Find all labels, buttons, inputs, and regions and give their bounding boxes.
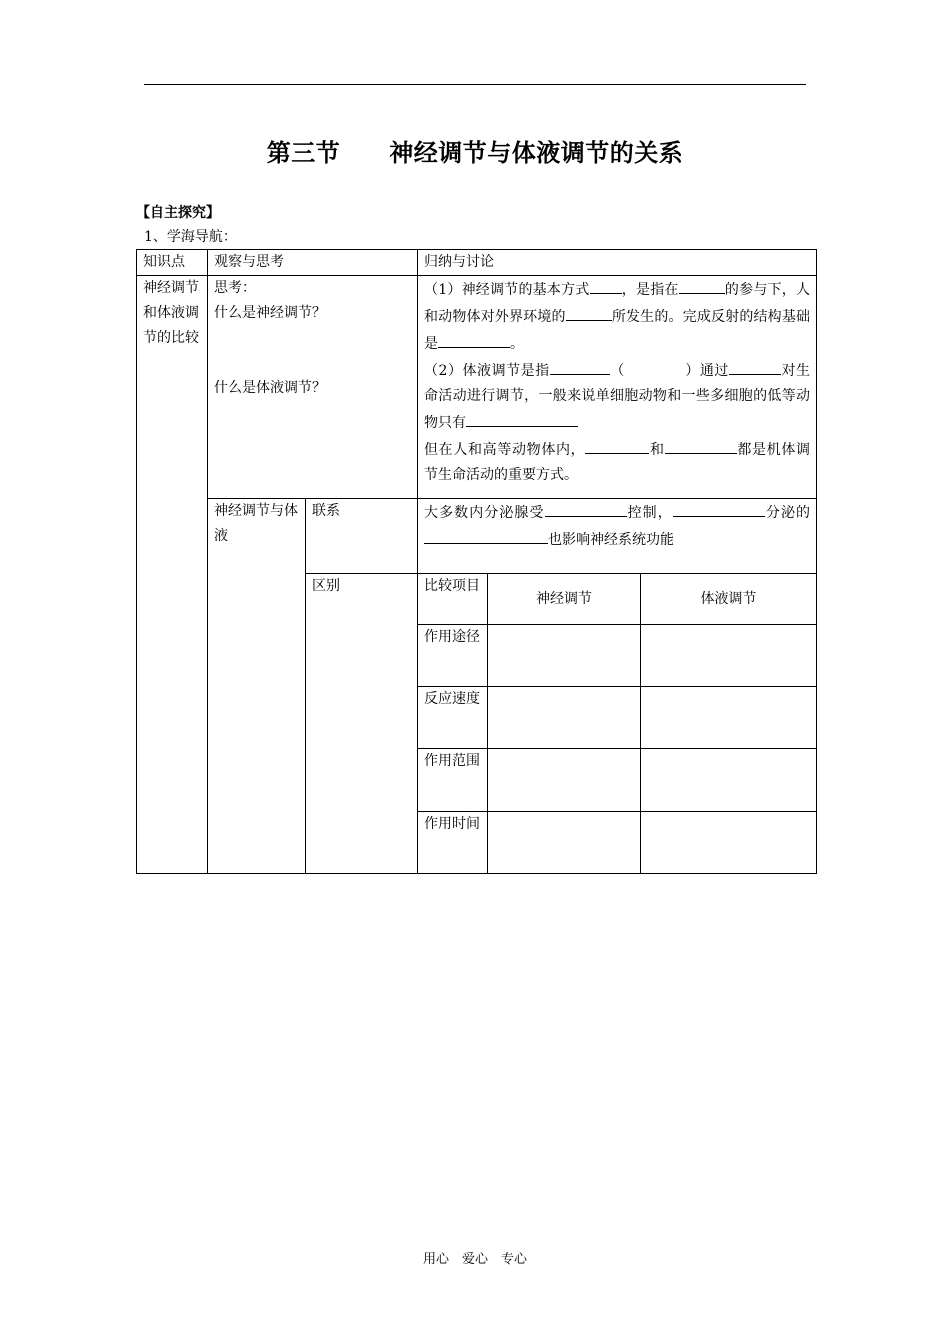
answer-cell[interactable] — [488, 812, 641, 874]
text: 大多数内分泌腺受 — [424, 505, 545, 521]
study-table — [136, 249, 817, 874]
relation-topic-cell — [208, 499, 306, 874]
answer-cell[interactable] — [488, 687, 641, 749]
conclude-paragraph-3 — [424, 436, 810, 488]
answer-blank[interactable] — [665, 436, 737, 454]
header-knowledge: 知识点 — [137, 250, 208, 276]
answer-blank[interactable] — [585, 436, 649, 454]
section-heading: 【自主探究】 — [136, 205, 220, 221]
topic-cell — [137, 276, 208, 874]
answer-blank[interactable] — [566, 303, 612, 321]
answer-blank[interactable] — [729, 357, 781, 375]
answer-blank[interactable] — [438, 330, 510, 348]
text: 和 — [649, 442, 665, 458]
text: 也影响神经系统功能 — [548, 532, 674, 548]
header-observe: 观察与思考 — [208, 250, 418, 276]
text: （ — [609, 363, 625, 379]
text: 但在人和高等动物体内， — [424, 442, 586, 458]
answer-blank[interactable] — [590, 276, 622, 294]
answer-blank[interactable] — [679, 276, 725, 294]
answer-blank[interactable] — [550, 357, 610, 375]
sub-heading: 1、学海导航： — [144, 229, 237, 245]
text: ，是指在 — [621, 282, 679, 298]
conclude-paragraph-1 — [424, 276, 810, 357]
link-label: 联系 — [306, 499, 418, 574]
conclude-cell — [418, 276, 817, 499]
text: 都是机体调节生命活动的重要方式。 — [424, 442, 811, 483]
answer-cell[interactable] — [641, 749, 817, 812]
text: 分泌的 — [764, 505, 811, 521]
text: 。 — [510, 336, 524, 352]
think-label: 思考： — [214, 280, 256, 296]
text: （1）神经调节的基本方式 — [424, 282, 590, 298]
page-footer: 用心 爱心 专心 — [422, 1252, 527, 1267]
answer-blank[interactable] — [673, 499, 765, 517]
observe-cell — [208, 276, 418, 499]
text: 的参与下，人和动物体对外界环境的 — [424, 282, 810, 325]
question-neural: 什么是神经调节？ — [214, 305, 326, 321]
answer-blank[interactable] — [424, 526, 548, 544]
row-label: 作用时间 — [418, 812, 488, 874]
text: （2）体液调节是指 — [424, 363, 550, 379]
text: 。完成反射的结构基础是 — [424, 309, 811, 352]
compare-header: 比较项目 — [418, 574, 488, 625]
link-cell — [418, 499, 817, 574]
row-label: 作用途径 — [418, 625, 488, 687]
answer-cell[interactable] — [641, 687, 817, 749]
answer-cell[interactable] — [641, 625, 817, 687]
relation-topic-text: 神经调节与体液 — [214, 503, 298, 544]
answer-blank[interactable] — [466, 409, 578, 427]
row-label: 作用范围 — [418, 749, 488, 812]
difference-label: 区别 — [306, 574, 418, 874]
answer-cell[interactable] — [488, 625, 641, 687]
conclude-paragraph-2 — [424, 357, 810, 436]
text: 所发生的 — [611, 309, 669, 325]
col-humoral-header: 体液调节 — [641, 574, 817, 625]
answer-cell[interactable] — [488, 749, 641, 812]
answer-cell[interactable] — [641, 812, 817, 874]
text: 控制， — [626, 505, 673, 521]
page-title: 第三节 神经调节与体液调节的关系 — [266, 139, 684, 167]
topic-text: 神经调节和体液调节的比较 — [143, 280, 199, 346]
row-label: 反应速度 — [418, 687, 488, 749]
header-rule — [144, 84, 806, 85]
text: 对生命活动进行调节，一般来说单细胞动物和一些多细胞的低等动物只有 — [424, 363, 811, 431]
question-humoral: 什么是体液调节？ — [214, 380, 326, 396]
col-neural-header: 神经调节 — [488, 574, 641, 625]
text: ）通过 — [684, 363, 729, 379]
answer-blank[interactable] — [545, 499, 627, 517]
header-conclude: 归纳与讨论 — [418, 250, 817, 276]
